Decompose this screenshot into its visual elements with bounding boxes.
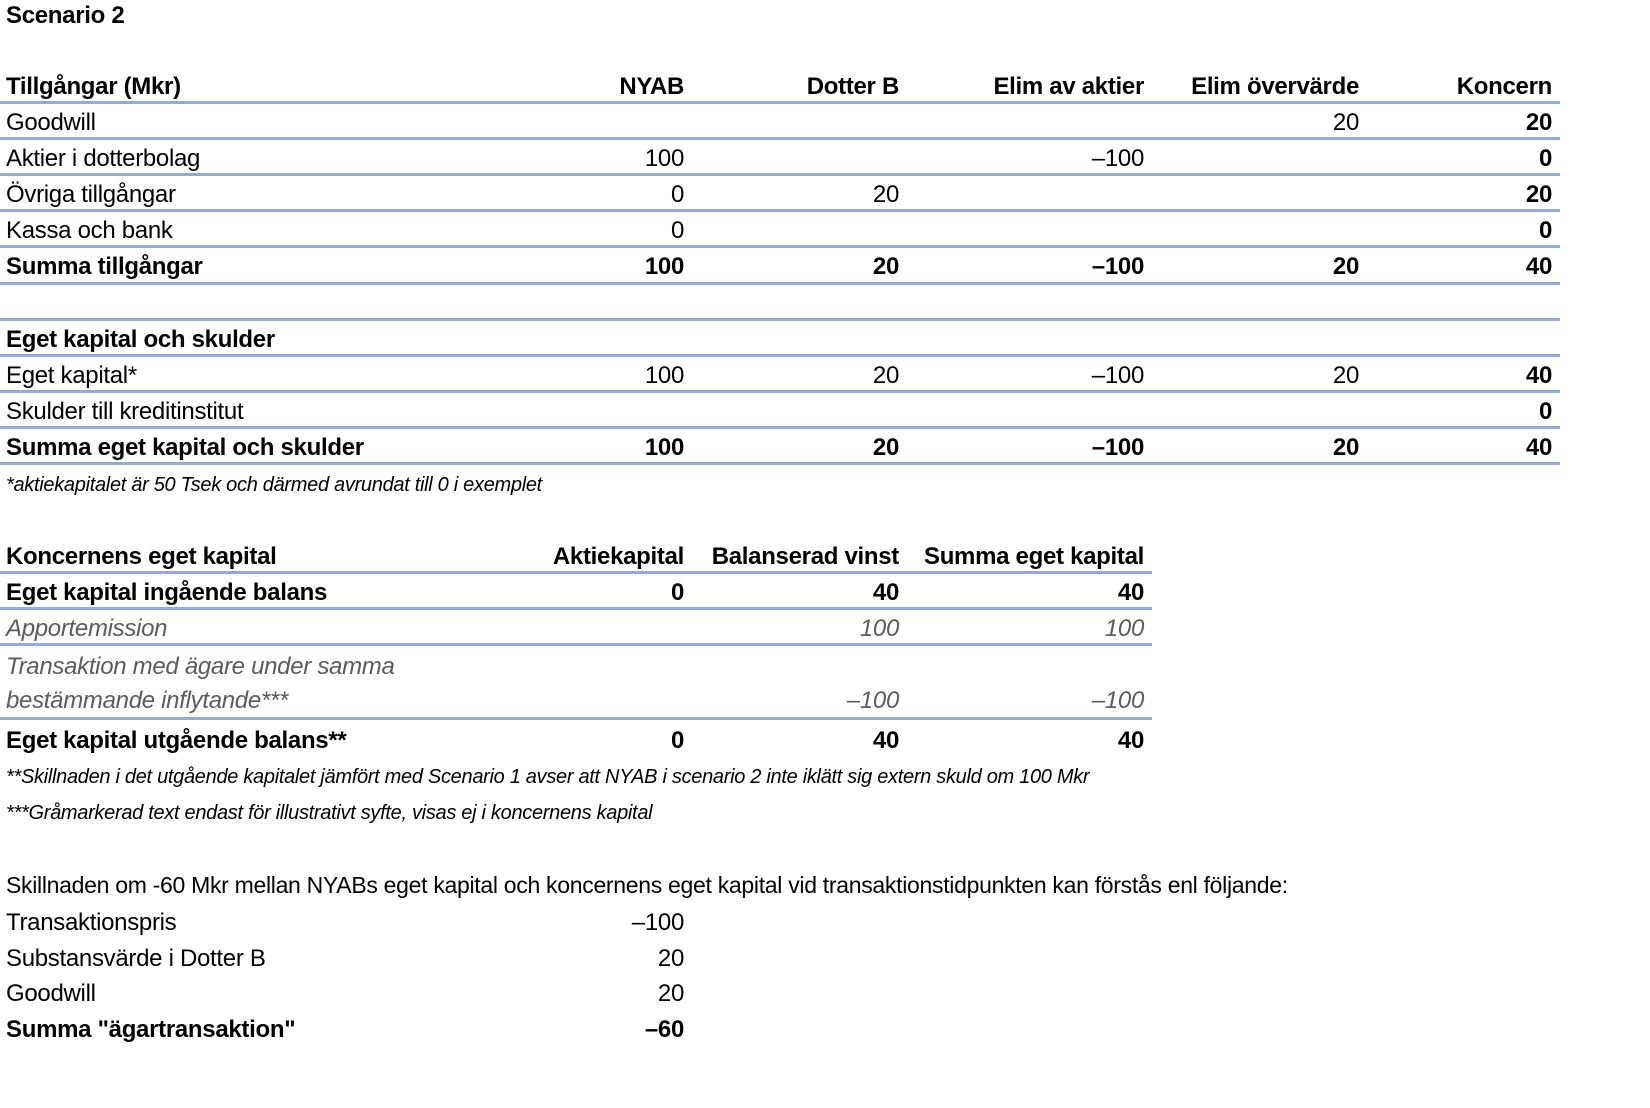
cell-koncern: 40: [1525, 434, 1552, 461]
col-header-elim-over: Elim övervärde: [1191, 73, 1359, 100]
row-label: Goodwill: [6, 980, 96, 1007]
row-label: Eget kapital ingående balans: [6, 579, 328, 606]
col-header-aktiekapital: Aktiekapital: [552, 543, 684, 570]
cell-summa: –100: [1091, 687, 1144, 714]
cell-koncern: 20: [1525, 181, 1552, 208]
difference-row: [0, 977, 700, 1013]
difference-intro: Skillnaden om -60 Mkr mellan NYABs eget kapital och koncernens eget kapital vid transaktionstidpunkten kan förstås enl följande:: [6, 872, 1288, 898]
row-value: –100: [631, 909, 684, 936]
row-label: Övriga tillgångar: [6, 181, 176, 208]
cell-dotter: 20: [872, 362, 899, 389]
difference-row: [0, 942, 700, 978]
row-label: Summa eget kapital och skulder: [6, 434, 364, 461]
row-label: Aktier i dotterbolag: [6, 145, 201, 172]
cell-aktiekapital: 0: [670, 579, 684, 606]
total-row-assets: [0, 250, 1560, 286]
row-value: 20: [657, 980, 684, 1007]
divider: [0, 717, 1152, 720]
divider: [0, 354, 1560, 357]
cell-nyab: 100: [644, 434, 684, 461]
row-label: Summa "ägartransaktion": [6, 1016, 296, 1043]
cell-koncern: 0: [1538, 217, 1552, 244]
row-label: Apportemission: [6, 615, 168, 642]
divider: [0, 137, 1560, 140]
cell-koncern: 40: [1525, 253, 1552, 280]
divider: [0, 607, 1152, 610]
col-header-summa: Summa eget kapital: [923, 543, 1144, 570]
row-label: Transaktionspris: [6, 909, 177, 936]
divider: [0, 173, 1560, 176]
cell-koncern: 0: [1538, 145, 1552, 172]
row-label: Goodwill: [6, 109, 96, 136]
divider: [0, 462, 1560, 465]
cell-elim-over: 20: [1332, 362, 1359, 389]
row-label: Kassa och bank: [6, 217, 173, 244]
cell-elim-aktier: –100: [1091, 362, 1144, 389]
cell-balanserad: –100: [846, 687, 899, 714]
cell-koncern: 20: [1525, 109, 1552, 136]
cell-elim-aktier: –100: [1091, 434, 1144, 461]
section-header-liabilities: Eget kapital och skulder: [6, 326, 275, 353]
row-value: –60: [644, 1016, 684, 1043]
col-header-dotter: Dotter B: [806, 73, 899, 100]
divider: [0, 571, 1152, 574]
col-header-koncern: Koncern: [1456, 73, 1552, 100]
footnote-aktiekapital: *aktiekapitalet är 50 Tsek och därmed avrundat till 0 i exemplet: [6, 474, 542, 496]
cell-koncern: 0: [1538, 398, 1552, 425]
row-label-line1: Transaktion med ägare under samma: [6, 653, 395, 680]
cell-nyab: 0: [670, 181, 684, 208]
divider: [0, 245, 1560, 248]
col-header-equity: Koncernens eget kapital: [6, 543, 277, 570]
col-header-nyab: NYAB: [619, 73, 684, 100]
cell-summa: 40: [1117, 727, 1144, 754]
cell-elim-over: 20: [1332, 434, 1359, 461]
row-label-line2: bestämmande inflytande***: [6, 687, 289, 714]
divider: [0, 209, 1560, 212]
cell-balanserad: 100: [859, 615, 899, 642]
cell-nyab: 100: [644, 253, 684, 280]
cell-summa: 100: [1104, 615, 1144, 642]
cell-dotter: 20: [872, 181, 899, 208]
divider: [0, 101, 1560, 104]
cell-balanserad: 40: [872, 727, 899, 754]
equity-row-closing: [0, 724, 1152, 760]
cell-dotter: 20: [872, 253, 899, 280]
cell-elim-aktier: –100: [1091, 145, 1144, 172]
cell-elim-over: 20: [1332, 253, 1359, 280]
cell-dotter: 20: [872, 434, 899, 461]
cell-nyab: 0: [670, 217, 684, 244]
col-header-balanserad: Balanserad vinst: [711, 543, 899, 570]
equity-row-transaction: [0, 650, 1152, 718]
col-header-assets: Tillgångar (Mkr): [6, 73, 181, 100]
divider: [0, 643, 1152, 646]
row-label: Summa tillgångar: [6, 253, 203, 280]
footnote-gramarkerad: ***Gråmarkerad text endast för illustrativt syfte, visas ej i koncernens kapital: [6, 802, 653, 824]
row-label: Eget kapital*: [6, 362, 137, 389]
row-value: 20: [657, 945, 684, 972]
cell-elim-aktier: –100: [1091, 253, 1144, 280]
col-header-elim-aktier: Elim av aktier: [993, 73, 1144, 100]
row-label: Substansvärde i Dotter B: [6, 945, 266, 972]
difference-row: [0, 906, 700, 942]
cell-nyab: 100: [644, 362, 684, 389]
divider: [0, 318, 1560, 321]
cell-koncern: 40: [1525, 362, 1552, 389]
page-title: Scenario 2: [6, 2, 125, 29]
cell-balanserad: 40: [872, 579, 899, 606]
divider: [0, 282, 1560, 285]
footnote-skillnad: **Skillnaden i det utgående kapitalet jämfört med Scenario 1 avser att NYAB i scenario 2 inte iklätt sig extern skuld om 100 Mkr: [6, 766, 1090, 788]
difference-total-row: [0, 1013, 700, 1049]
divider: [0, 426, 1560, 429]
divider: [0, 390, 1560, 393]
row-label: Eget kapital utgående balans**: [6, 727, 347, 754]
cell-summa: 40: [1117, 579, 1144, 606]
row-label: Skulder till kreditinstitut: [6, 398, 244, 425]
cell-elim-over: 20: [1332, 109, 1359, 136]
cell-nyab: 100: [644, 145, 684, 172]
cell-aktiekapital: 0: [670, 727, 684, 754]
